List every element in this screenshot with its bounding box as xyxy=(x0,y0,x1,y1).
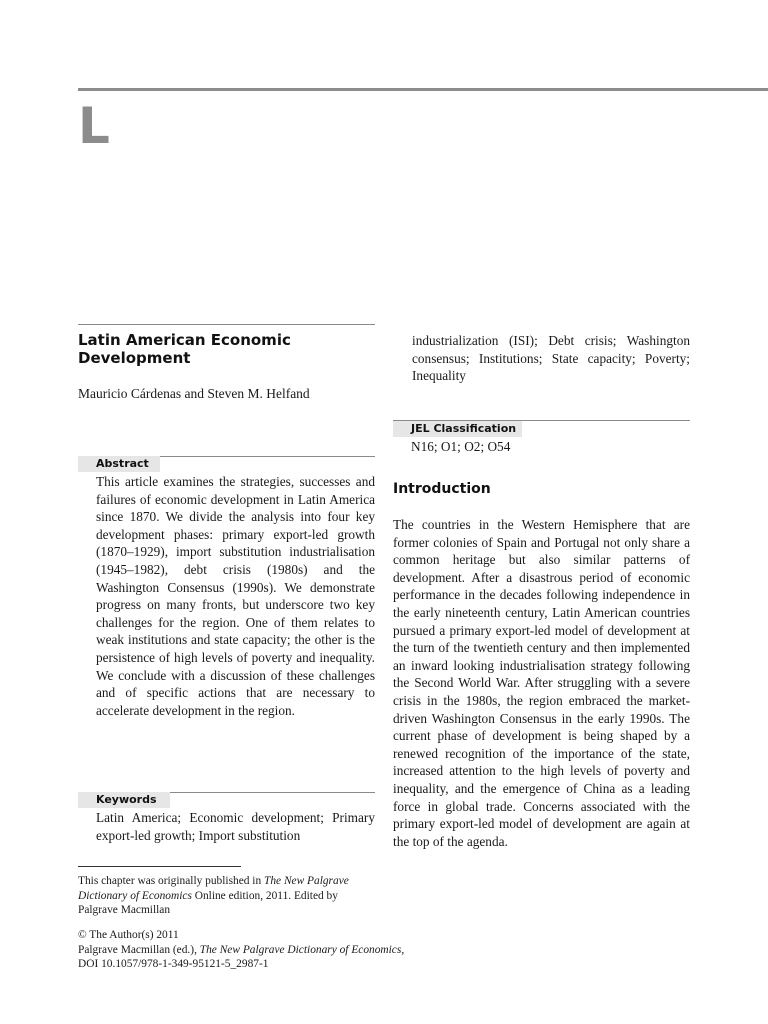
footnote-publication-title: The New Palgrave Dictionary of Economics xyxy=(78,875,349,902)
copyright-block xyxy=(78,928,478,972)
jel-label: JEL Classification xyxy=(393,421,522,437)
title-rule xyxy=(78,324,375,325)
keywords-label: Keywords xyxy=(78,792,170,808)
abstract-label: Abstract xyxy=(78,456,160,472)
keywords-text: Latin America; Economic development; Primary export-led growth; Import substitution xyxy=(96,810,375,843)
section-letter: L xyxy=(78,97,110,155)
article-title: Latin American Economic Development xyxy=(78,331,291,367)
introduction-heading: Introduction xyxy=(393,481,491,497)
abstract-text: This article examines the strategies, successes and failures of economic development in Latin America since 1870. We divide the analysis into four key development phases: primary export-led growth (1870–1929), import substitution industrialisation (1945–1982), debt crisis (1980s) and the Washington Consensus (1990s). We demonstrate progress on many fronts, but underscore two key challenges for the region. One of them relates to weak institutions and state capacity; the other is the persistence of high levels of poverty and inequality. We conclude with a discussion of these challenges and of specific actions that are necessary to accelerate development in the region. xyxy=(96,474,375,718)
article-authors: Mauricio Cárdenas and Steven M. Helfand xyxy=(78,386,310,401)
introduction-text: The countries in the Western Hemisphere that are former colonies of Spain and Portugal not only share a common heritage but also similar patterns of development. After a disastrous period of economic performance in the decades following independence in the early nineteenth century, Latin American countries pursued a primary export-led model of development at the turn of the twentieth century and then implemented an inward looking industrialisation strategy following the Second World War. After struggling with a severe crisis in the 1980s, the region embraced the market-driven Washington Consensus in the early 1990s. The current phase of development is being shaped by a renewed recognition of the importance of the state, increased attention to the high levels of poverty and inequality, and the emergence of China as a leading force in global trade. Concerns associated with the primary export-led model of development are again at the top of the agenda. xyxy=(393,517,690,849)
header-rule xyxy=(78,88,768,91)
copyright-line: © The Author(s) 2011 xyxy=(78,929,179,941)
footnote: This chapter was originally published in The New Palgrave Dictionary of Economics Online edition, 2011. Edited by Palgrave Macmillan xyxy=(78,875,349,917)
citation-line: Palgrave Macmillan (ed.), The New Palgrave Dictionary of Economics, xyxy=(78,943,405,956)
doi-line: DOI 10.1057/978-1-349-95121-5_2987-1 xyxy=(78,958,269,971)
footnote-rule xyxy=(78,866,241,867)
jel-codes: N16; O1; O2; O54 xyxy=(411,439,511,454)
keywords-text-continued: industrialization (ISI); Debt crisis; Washington consensus; Institutions; State capacity; Poverty; Inequality xyxy=(412,333,690,384)
